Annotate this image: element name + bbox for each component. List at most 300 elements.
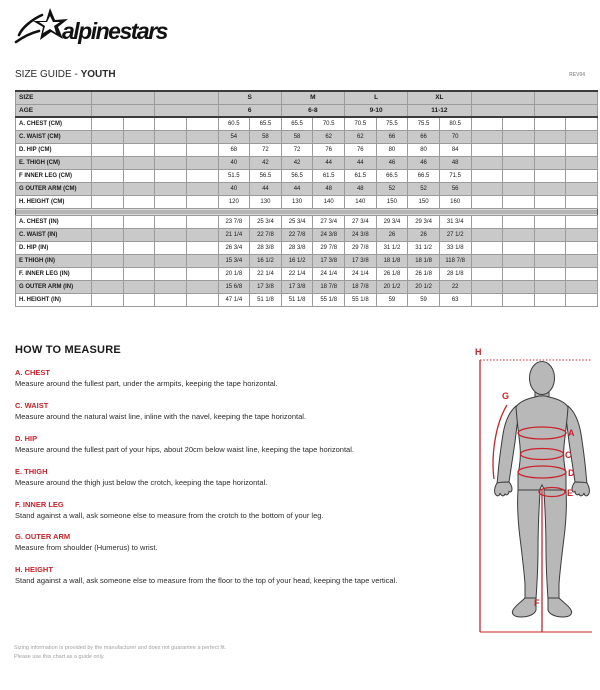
value-cell: 29 3/4 <box>408 215 440 228</box>
empty-cell <box>92 241 124 254</box>
value-cell: 62 <box>313 130 345 143</box>
value-cell: 65.5 <box>281 117 313 130</box>
empty-cell <box>92 280 124 293</box>
empty-cell <box>566 130 598 143</box>
value-cell: 58 <box>281 130 313 143</box>
value-cell: 80 <box>376 143 408 156</box>
value-cell: 22 7/8 <box>281 228 313 241</box>
label-f: F <box>534 598 540 608</box>
table-row <box>16 215 598 228</box>
footer-line-2: Please use this chart as a guide only. <box>14 654 105 661</box>
table-row <box>16 293 598 306</box>
label-g: G <box>502 391 510 401</box>
row-label: D. HIP (CM) <box>16 143 92 156</box>
value-cell: 18 1/8 <box>408 254 440 267</box>
value-cell: 20 1/8 <box>218 267 250 280</box>
value-cell: 66 <box>376 130 408 143</box>
value-cell: 16 1/2 <box>250 254 282 267</box>
value-cell: 59 <box>408 293 440 306</box>
value-cell: 42 <box>281 156 313 169</box>
value-cell: 26 <box>376 228 408 241</box>
value-cell: 56.5 <box>250 169 282 182</box>
value-cell: 48 <box>439 156 471 169</box>
value-cell: 48 <box>313 182 345 195</box>
empty-cell <box>186 169 218 182</box>
empty-cell <box>566 241 598 254</box>
size-col-l: L <box>345 91 408 104</box>
empty-cell <box>471 195 503 208</box>
measure-text: Stand against a wall, ask someone else to measure from the floor to the top of your head, keeping the tape vertical. <box>15 576 398 586</box>
empty-cell <box>534 91 597 104</box>
empty-cell <box>92 215 124 228</box>
value-cell: 47 1/4 <box>218 293 250 306</box>
value-cell: 26 <box>408 228 440 241</box>
table-row <box>16 143 598 156</box>
age-col-s: 6 <box>218 104 281 117</box>
empty-cell <box>534 215 566 228</box>
empty-cell <box>92 91 155 104</box>
empty-cell <box>123 169 155 182</box>
value-cell: 44 <box>281 182 313 195</box>
table-row <box>16 254 598 267</box>
empty-cell <box>534 228 566 241</box>
empty-cell <box>566 156 598 169</box>
size-col-s: S <box>218 91 281 104</box>
value-cell: 60.5 <box>218 117 250 130</box>
empty-cell <box>92 228 124 241</box>
measure-section <box>15 500 473 520</box>
measure-section <box>15 532 473 552</box>
value-cell: 68 <box>218 143 250 156</box>
empty-cell <box>471 254 503 267</box>
empty-cell <box>503 280 535 293</box>
page-title-bar <box>15 69 585 80</box>
value-cell: 84 <box>439 143 471 156</box>
measure-section-list <box>15 368 473 586</box>
empty-cell <box>186 143 218 156</box>
empty-cell <box>123 254 155 267</box>
empty-cell <box>503 182 535 195</box>
empty-cell <box>155 117 187 130</box>
row-label: F INNER LEG (CM) <box>16 169 92 182</box>
value-cell: 40 <box>218 182 250 195</box>
value-cell: 46 <box>376 156 408 169</box>
empty-cell <box>534 156 566 169</box>
empty-cell <box>534 267 566 280</box>
empty-cell <box>123 228 155 241</box>
empty-cell <box>534 280 566 293</box>
empty-cell <box>566 195 598 208</box>
row-label: G OUTER ARM (CM) <box>16 182 92 195</box>
empty-cell <box>186 117 218 130</box>
value-cell: 140 <box>313 195 345 208</box>
value-cell: 29 7/8 <box>313 241 345 254</box>
empty-cell <box>566 267 598 280</box>
empty-cell <box>92 182 124 195</box>
measure-section <box>15 565 473 585</box>
label-d: D <box>568 468 575 478</box>
separator-band <box>16 208 598 215</box>
empty-cell <box>186 130 218 143</box>
empty-cell <box>566 254 598 267</box>
empty-cell <box>503 254 535 267</box>
empty-cell <box>155 215 187 228</box>
empty-cell <box>471 156 503 169</box>
value-cell: 25 3/4 <box>250 215 282 228</box>
label-a: A <box>568 428 575 438</box>
row-label: D. HIP (IN) <box>16 241 92 254</box>
measure-heading: H. HEIGHT <box>15 565 53 575</box>
value-cell: 70 <box>439 130 471 143</box>
value-cell: 46 <box>408 156 440 169</box>
value-cell: 18 7/8 <box>345 280 377 293</box>
value-cell: 24 3/8 <box>345 228 377 241</box>
table-row <box>16 156 598 169</box>
measure-section <box>15 434 473 454</box>
empty-cell <box>566 117 598 130</box>
empty-cell <box>123 156 155 169</box>
measure-text: Measure around the natural waist line, inline with the navel, keeping the tape horizontal. <box>15 411 307 421</box>
empty-cell <box>92 169 124 182</box>
table-row <box>16 228 598 241</box>
value-cell: 33 1/8 <box>439 241 471 254</box>
empty-cell <box>534 143 566 156</box>
revision-label: REV04 <box>569 72 585 78</box>
alpinestars-logo <box>12 4 182 52</box>
value-cell: 55 1/8 <box>313 293 345 306</box>
empty-cell <box>534 241 566 254</box>
value-cell: 24 1/4 <box>313 267 345 280</box>
empty-cell <box>503 228 535 241</box>
value-cell: 27 3/4 <box>345 215 377 228</box>
empty-cell <box>471 104 534 117</box>
empty-cell <box>155 104 218 117</box>
measure-text: Stand against a wall, ask someone else to measure from the crotch to the bottom of your leg. <box>15 510 324 520</box>
empty-cell <box>186 182 218 195</box>
empty-cell <box>155 280 187 293</box>
how-to-measure <box>15 344 473 598</box>
empty-cell <box>123 195 155 208</box>
value-cell: 31 1/2 <box>408 241 440 254</box>
empty-cell <box>155 293 187 306</box>
size-header-row <box>16 91 598 104</box>
empty-cell <box>123 267 155 280</box>
measure-heading: D. HIP <box>15 433 38 443</box>
value-cell: 18 1/8 <box>376 254 408 267</box>
measure-heading: F. INNER LEG <box>15 499 64 509</box>
empty-cell <box>186 215 218 228</box>
empty-cell <box>471 91 534 104</box>
empty-cell <box>471 182 503 195</box>
value-cell: 63 <box>439 293 471 306</box>
empty-cell <box>566 169 598 182</box>
empty-cell <box>186 156 218 169</box>
value-cell: 71.5 <box>439 169 471 182</box>
empty-cell <box>534 169 566 182</box>
value-cell: 44 <box>250 182 282 195</box>
empty-cell <box>566 182 598 195</box>
value-cell: 44 <box>345 156 377 169</box>
measure-text: Measure around the fullest part, under the armpits, keeping the tape horizontal. <box>15 379 278 388</box>
table-row <box>16 169 598 182</box>
logo-wordmark: alpinestars <box>62 18 167 44</box>
value-cell: 56.5 <box>281 169 313 182</box>
value-cell: 18 7/8 <box>313 280 345 293</box>
value-cell: 72 <box>250 143 282 156</box>
value-cell: 55 1/8 <box>345 293 377 306</box>
value-cell: 17 3/8 <box>250 280 282 293</box>
value-cell: 17 3/8 <box>313 254 345 267</box>
table-row <box>16 117 598 130</box>
size-col-xl: XL <box>408 91 471 104</box>
value-cell: 20 1/2 <box>408 280 440 293</box>
value-cell: 72 <box>281 143 313 156</box>
row-label: E. THIGH (CM) <box>16 156 92 169</box>
measure-section <box>15 401 473 421</box>
empty-cell <box>534 117 566 130</box>
empty-cell <box>155 182 187 195</box>
empty-cell <box>186 228 218 241</box>
figure-head <box>530 362 555 395</box>
table-row <box>16 195 598 208</box>
in-rows-body <box>16 215 598 306</box>
value-cell: 51.5 <box>218 169 250 182</box>
size-col-m: M <box>281 91 344 104</box>
empty-cell <box>155 267 187 280</box>
empty-cell <box>123 130 155 143</box>
cm-rows-body <box>16 117 598 208</box>
value-cell: 15 3/4 <box>218 254 250 267</box>
empty-cell <box>123 280 155 293</box>
figure-left-hand <box>495 482 512 496</box>
label-c: C <box>565 450 572 460</box>
value-cell: 17 3/8 <box>345 254 377 267</box>
empty-cell <box>534 293 566 306</box>
empty-cell <box>503 169 535 182</box>
value-cell: 140 <box>345 195 377 208</box>
value-cell: 26 1/8 <box>376 267 408 280</box>
empty-cell <box>123 182 155 195</box>
empty-cell <box>92 254 124 267</box>
figure-right-leg <box>544 490 566 599</box>
empty-cell <box>471 130 503 143</box>
empty-cell <box>155 91 218 104</box>
size-table <box>15 90 598 307</box>
empty-cell <box>566 293 598 306</box>
value-cell: 31 3/4 <box>439 215 471 228</box>
figure-right-foot <box>548 598 572 617</box>
empty-cell <box>471 267 503 280</box>
empty-cell <box>123 241 155 254</box>
empty-cell <box>92 130 124 143</box>
row-label: C. WAIST (IN) <box>16 228 92 241</box>
how-to-measure-title: HOW TO MEASURE <box>15 344 121 356</box>
figure-right-hand <box>572 482 589 496</box>
value-cell: 23 7/8 <box>218 215 250 228</box>
value-cell: 58 <box>250 130 282 143</box>
empty-cell <box>503 293 535 306</box>
value-cell: 27 1/2 <box>439 228 471 241</box>
empty-cell <box>186 254 218 267</box>
value-cell: 75.5 <box>376 117 408 130</box>
page-title-bold: YOUTH <box>80 69 116 80</box>
empty-cell <box>471 117 503 130</box>
value-cell: 48 <box>345 182 377 195</box>
age-col-xl: 11-12 <box>408 104 471 117</box>
empty-cell <box>155 156 187 169</box>
value-cell: 24 1/4 <box>345 267 377 280</box>
empty-cell <box>92 117 124 130</box>
empty-cell <box>186 280 218 293</box>
value-cell: 28 3/8 <box>281 241 313 254</box>
value-cell: 65.5 <box>250 117 282 130</box>
footer-line-1: Sizing information is provided by the manufacturer and does not guarantee a perfect fit. <box>14 645 227 651</box>
row-label: E THIGH (IN) <box>16 254 92 267</box>
measure-heading: G. OUTER ARM <box>15 532 71 542</box>
value-cell: 27 3/4 <box>313 215 345 228</box>
value-cell: 42 <box>250 156 282 169</box>
empty-cell <box>503 117 535 130</box>
value-cell: 22 1/4 <box>250 267 282 280</box>
value-cell: 29 7/8 <box>345 241 377 254</box>
value-cell: 51 1/8 <box>250 293 282 306</box>
measure-heading: C. WAIST <box>15 400 49 410</box>
value-cell: 150 <box>376 195 408 208</box>
footer-disclaimer <box>14 644 226 663</box>
value-cell: 75.5 <box>408 117 440 130</box>
row-label: A. CHEST (CM) <box>16 117 92 130</box>
table-row <box>16 280 598 293</box>
value-cell: 51 1/8 <box>281 293 313 306</box>
empty-cell <box>186 195 218 208</box>
empty-cell <box>566 215 598 228</box>
value-cell: 24 3/8 <box>313 228 345 241</box>
empty-cell <box>92 104 155 117</box>
value-cell: 80.5 <box>439 117 471 130</box>
table-row <box>16 182 598 195</box>
value-cell: 54 <box>218 130 250 143</box>
value-cell: 70.5 <box>313 117 345 130</box>
empty-cell <box>471 169 503 182</box>
empty-cell <box>92 143 124 156</box>
age-col-m: 6-8 <box>281 104 344 117</box>
empty-cell <box>155 169 187 182</box>
table-row <box>16 130 598 143</box>
figure-left-leg <box>518 490 540 599</box>
measure-text: Measure around the thigh just below the crotch, keeping the tape horizontal. <box>15 477 268 487</box>
value-cell: 26 1/8 <box>408 267 440 280</box>
empty-cell <box>566 280 598 293</box>
row-label: H. HEIGHT (IN) <box>16 293 92 306</box>
value-cell: 52 <box>408 182 440 195</box>
empty-cell <box>92 267 124 280</box>
value-cell: 56 <box>439 182 471 195</box>
value-cell: 66.5 <box>376 169 408 182</box>
empty-cell <box>155 195 187 208</box>
value-cell: 21 1/4 <box>218 228 250 241</box>
empty-cell <box>186 267 218 280</box>
empty-cell <box>503 267 535 280</box>
value-cell: 76 <box>313 143 345 156</box>
value-cell: 66.5 <box>408 169 440 182</box>
empty-cell <box>92 293 124 306</box>
age-header-label: AGE <box>16 104 92 117</box>
measure-text: Measure from shoulder (Humerus) to wrist. <box>15 543 158 553</box>
value-cell: 76 <box>345 143 377 156</box>
empty-cell <box>155 143 187 156</box>
empty-cell <box>566 228 598 241</box>
value-cell: 29 3/4 <box>376 215 408 228</box>
measure-heading: E. THIGH <box>15 466 48 476</box>
value-cell: 31 1/2 <box>376 241 408 254</box>
value-cell: 160 <box>439 195 471 208</box>
empty-cell <box>186 293 218 306</box>
measure-heading: A. CHEST <box>15 368 51 377</box>
empty-cell <box>534 195 566 208</box>
empty-cell <box>123 117 155 130</box>
page-title-prefix: SIZE GUIDE - <box>15 69 81 80</box>
age-header-row <box>16 104 598 117</box>
empty-cell <box>123 143 155 156</box>
empty-cell <box>123 215 155 228</box>
value-cell: 118 7/8 <box>439 254 471 267</box>
empty-cell <box>471 293 503 306</box>
empty-cell <box>534 104 597 117</box>
row-label: A. CHEST (IN) <box>16 215 92 228</box>
value-cell: 22 7/8 <box>250 228 282 241</box>
empty-cell <box>155 228 187 241</box>
value-cell: 130 <box>281 195 313 208</box>
empty-cell <box>155 241 187 254</box>
row-label: C. WAIST (CM) <box>16 130 92 143</box>
table-row <box>16 241 598 254</box>
empty-cell <box>503 195 535 208</box>
measurement-figure <box>472 341 600 643</box>
empty-cell <box>471 280 503 293</box>
empty-cell <box>155 130 187 143</box>
empty-cell <box>534 254 566 267</box>
value-cell: 61.5 <box>345 169 377 182</box>
figure-left-foot <box>512 598 536 617</box>
value-cell: 15 6/8 <box>218 280 250 293</box>
label-h: H <box>475 347 482 357</box>
empty-cell <box>503 143 535 156</box>
row-label: H. HEIGHT (CM) <box>16 195 92 208</box>
empty-cell <box>186 241 218 254</box>
empty-cell <box>503 215 535 228</box>
figure-torso <box>516 396 568 491</box>
empty-cell <box>123 293 155 306</box>
value-cell: 28 1/8 <box>439 267 471 280</box>
measure-text: Measure around the fullest part of your hips, about 20cm below waist line, keeping the tape horizontal. <box>15 444 354 454</box>
value-cell: 26 3/4 <box>218 241 250 254</box>
value-cell: 62 <box>345 130 377 143</box>
empty-cell <box>534 182 566 195</box>
value-cell: 120 <box>218 195 250 208</box>
empty-cell <box>503 241 535 254</box>
value-cell: 44 <box>313 156 345 169</box>
value-cell: 25 3/4 <box>281 215 313 228</box>
value-cell: 40 <box>218 156 250 169</box>
value-cell: 80 <box>408 143 440 156</box>
empty-cell <box>471 241 503 254</box>
row-label: G OUTER ARM (IN) <box>16 280 92 293</box>
measure-section <box>15 467 473 487</box>
empty-cell <box>503 130 535 143</box>
section-separator <box>16 208 598 215</box>
value-cell: 130 <box>250 195 282 208</box>
value-cell: 66 <box>408 130 440 143</box>
